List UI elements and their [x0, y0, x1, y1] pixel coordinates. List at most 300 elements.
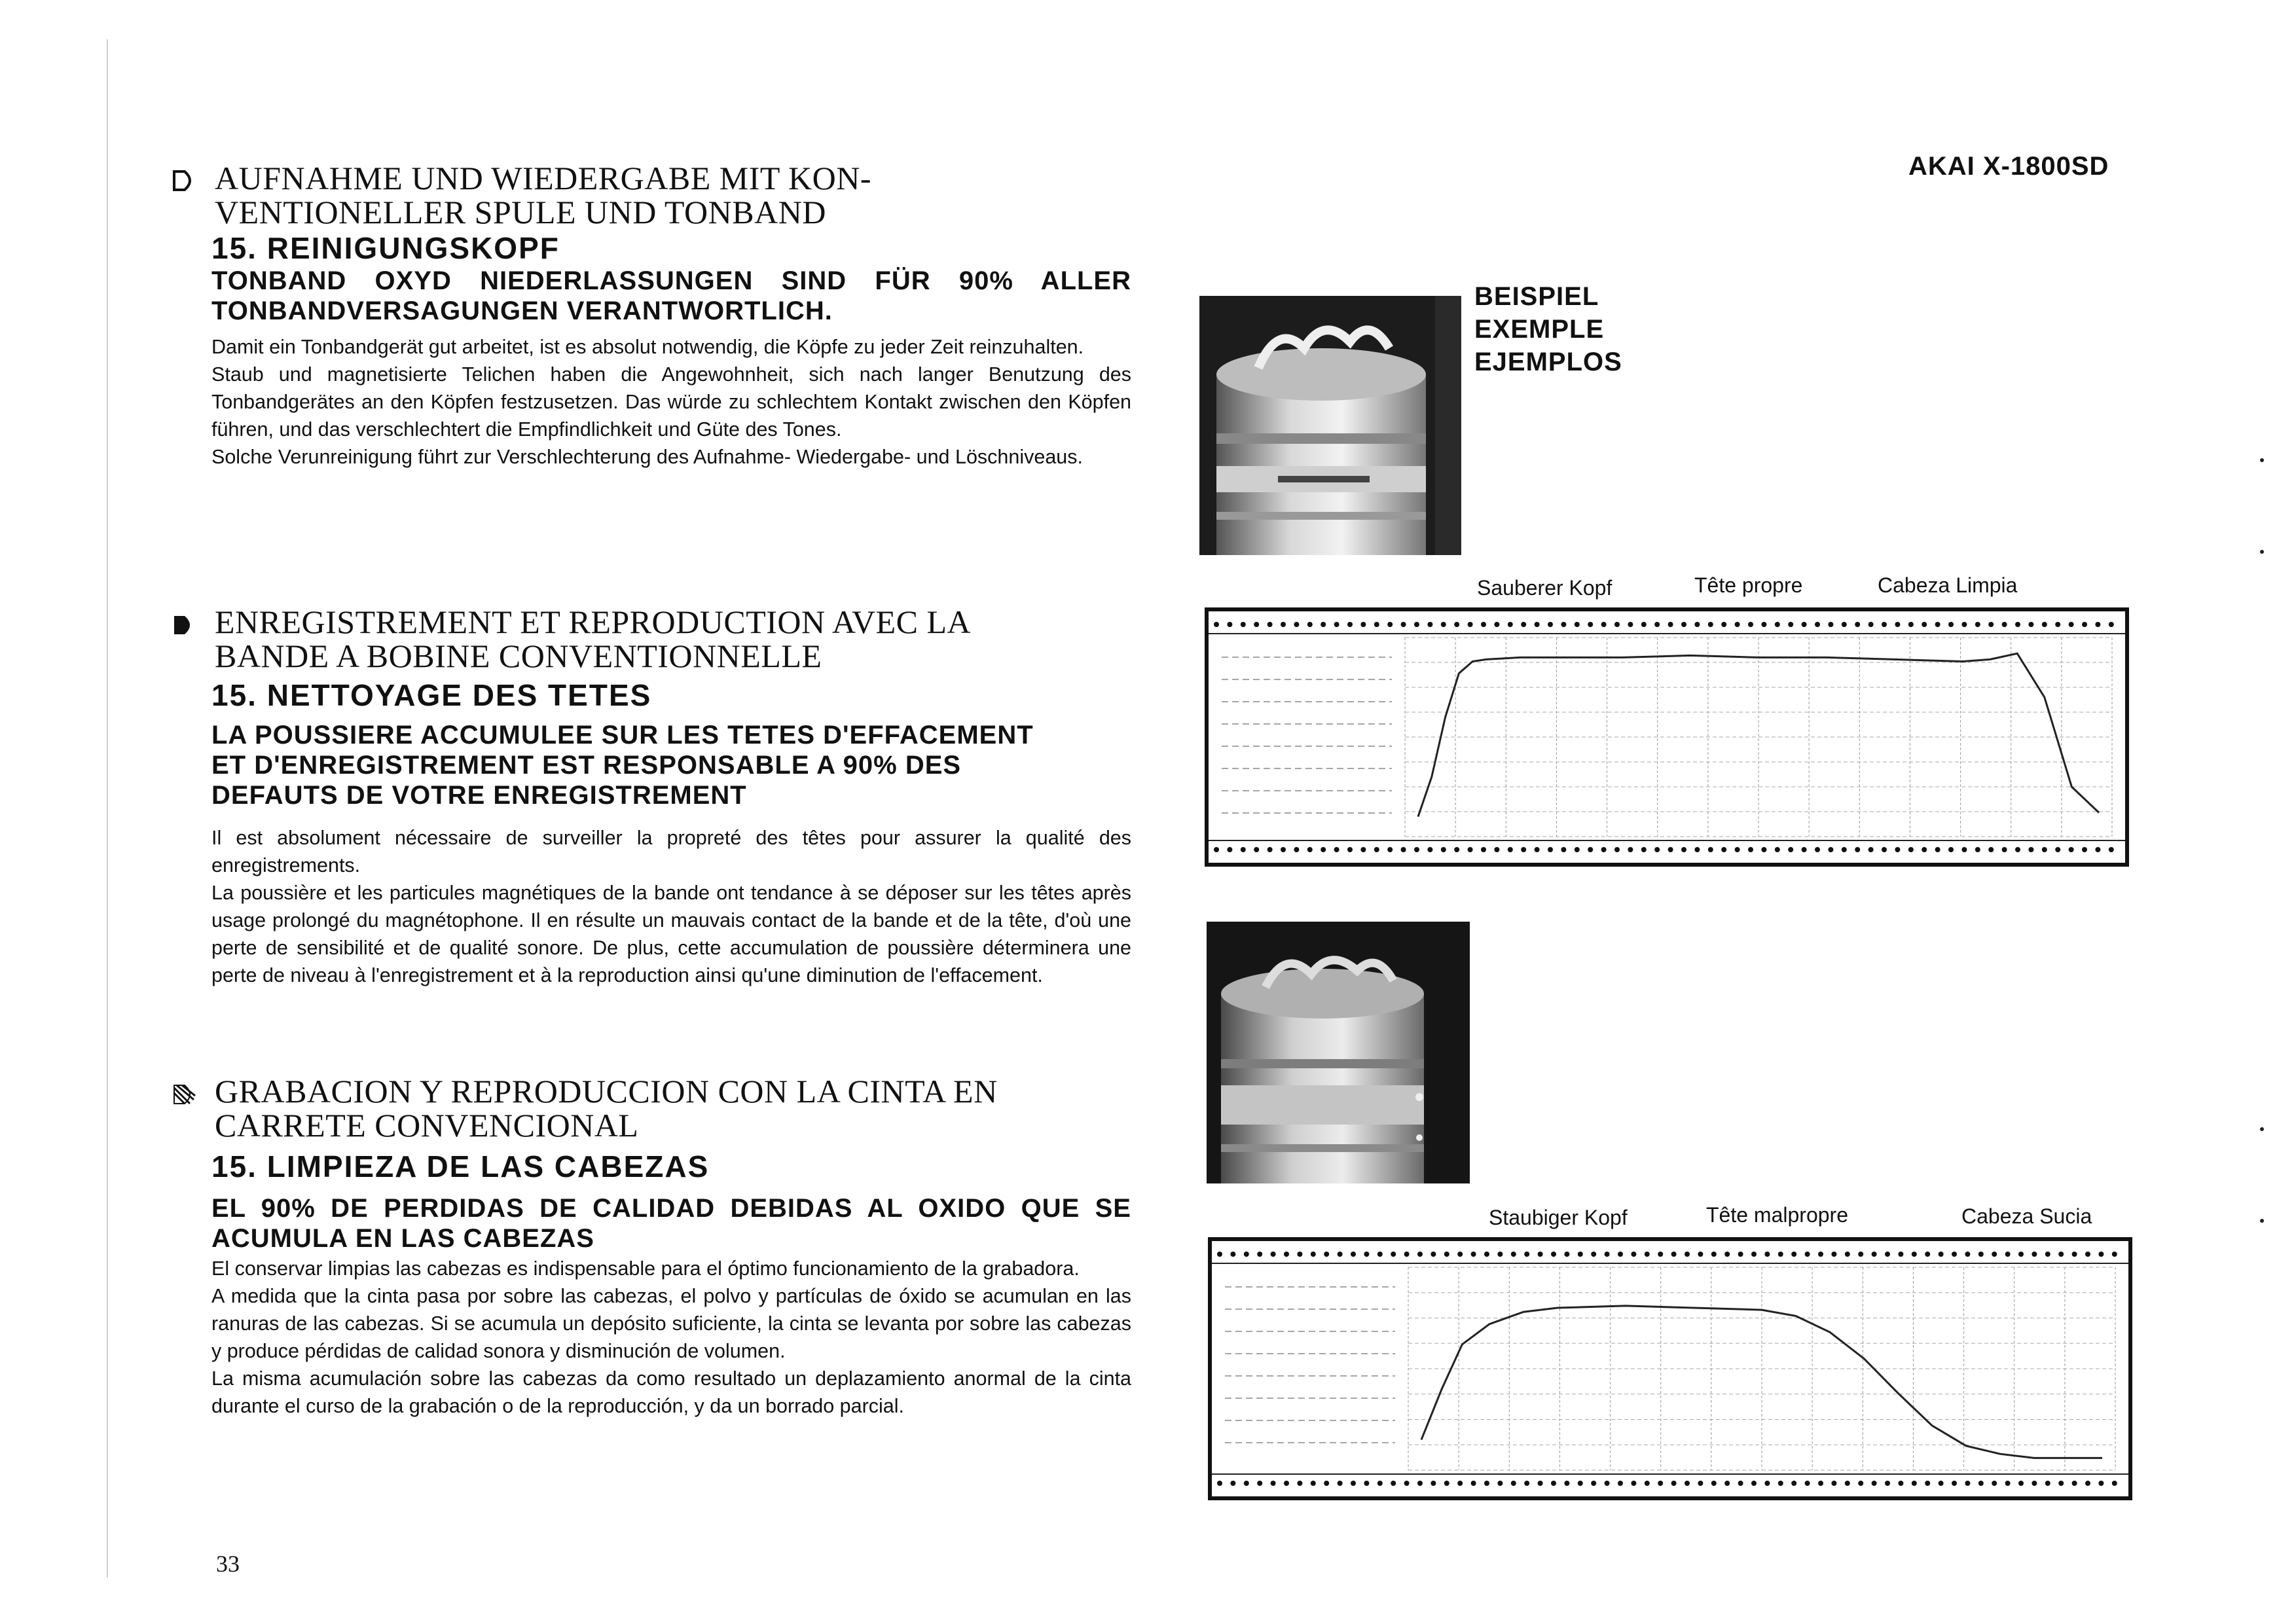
sprocket-hole [2058, 1252, 2064, 1257]
caption-dirty-de: Staubiger Kopf [1489, 1206, 1628, 1229]
sprocket-hole [2058, 1481, 2064, 1486]
sprocket-hole [1227, 847, 1232, 852]
sprocket-hole [2085, 1252, 2090, 1257]
paragraph: A medida que la cinta pasa por sobre las cabezas, el polvo y partículas de óxido se acumulan en las ranuras de las cabezas. Si se acumula un depósito suficiente, la cinta se levanta por sobre las cabezas y produce pérdidas de calidad sonora y disminución de volumen. [211, 1285, 1131, 1362]
sprocket-hole [1925, 1252, 1930, 1257]
sprocket-hole [1872, 1481, 1877, 1486]
sprocket-hole [1778, 1481, 1783, 1486]
paragraph: Staub und magnetisierte Telichen haben die Angewohnheit, sich nach langer Benutzung des Tonbandgerätes an den Köpfen festzusetzen. Das würde zu schlechtem Kontakt zwischen den Köpfen führen, und das verschlechtert die Empfindlichkeit und Güte des Tones. [211, 363, 1131, 441]
sprocket-hole [1457, 1252, 1463, 1257]
model-header: AKAI X-1800SD [1908, 152, 2109, 181]
sprocket-hole [1751, 1481, 1757, 1486]
sprocket-hole [1267, 622, 1273, 627]
sprocket-hole [1374, 847, 1379, 852]
headline-line: EL 90% DE PERDIDAS DE CALIDAD DEBIDAS AL OXIDO QUE SE [211, 1194, 1131, 1223]
sprocket-hole [1244, 1252, 1249, 1257]
sprocket-hole [1575, 622, 1580, 627]
sprocket-hole [1671, 1252, 1677, 1257]
sprocket-hole [1591, 1252, 1596, 1257]
section-headline [211, 266, 1131, 326]
headline-line: TONBAND OXYD NIEDERLASSUNGEN SIND FÜR 90% ALLER [211, 266, 1131, 295]
sprocket-hole [1868, 622, 1874, 627]
page-binding-line [107, 39, 108, 1578]
sprocket-hole [1254, 622, 1259, 627]
sprocket-hole [1267, 847, 1273, 852]
clean-head-chart-svg [1209, 611, 2125, 863]
sprocket-hole [1965, 1252, 1970, 1257]
sprocket-hole [1387, 622, 1393, 627]
sprocket-hole [1401, 847, 1406, 852]
sprocket-hole [1284, 1252, 1289, 1257]
sprocket-hole [1364, 1481, 1369, 1486]
sprocket-hole [1387, 847, 1393, 852]
sprocket-hole [1935, 847, 1941, 852]
sprocket-hole [1281, 847, 1286, 852]
sprocket-hole [2072, 1252, 2077, 1257]
sprocket-hole [1297, 1481, 1302, 1486]
examples-label-line: EJEMPLOS [1474, 348, 1622, 376]
sprocket-hole [1321, 847, 1326, 852]
sprocket-hole [1217, 1252, 1222, 1257]
sprocket-hole [2055, 847, 2060, 852]
sprocket-hole [2028, 622, 2033, 627]
sprocket-hole [1735, 847, 1740, 852]
sprocket-hole [1842, 847, 1847, 852]
sprocket-hole [1751, 1252, 1757, 1257]
sprocket-hole [1360, 622, 1366, 627]
sprocket-hole [1347, 622, 1353, 627]
sprocket-hole [1511, 1252, 1516, 1257]
sprocket-hole [1694, 622, 1700, 627]
sprocket-hole [1724, 1481, 1730, 1486]
sprocket-hole [1508, 847, 1513, 852]
sprocket-hole [1535, 622, 1540, 627]
sprocket-hole [1791, 1481, 1796, 1486]
sprocket-hole [1845, 1481, 1850, 1486]
section-body [211, 824, 1131, 989]
sprocket-hole [1468, 622, 1473, 627]
sprocket-hole [1668, 847, 1673, 852]
sprocket-hole [1694, 847, 1700, 852]
sprocket-hole [1364, 1252, 1369, 1257]
sprocket-hole [1948, 622, 1954, 627]
sprocket-hole [1738, 1481, 1743, 1486]
clean-head-chart [1205, 607, 2129, 867]
sprocket-hole [1417, 1252, 1423, 1257]
outline-triangle-marker-icon [172, 168, 198, 194]
sprocket-hole [1414, 847, 1419, 852]
sprocket-hole [1872, 1252, 1877, 1257]
sprocket-hole [1988, 847, 1994, 852]
sprocket-hole [1842, 622, 1847, 627]
sprocket-hole [1858, 1481, 1863, 1486]
sprocket-hole [2018, 1252, 2024, 1257]
sprocket-hole [1521, 622, 1526, 627]
sprocket-hole [1271, 1252, 1276, 1257]
sprocket-hole [1805, 1481, 1810, 1486]
sprocket-hole [2015, 622, 2020, 627]
sprocket-hole [1324, 1481, 1329, 1486]
sprocket-hole [1241, 847, 1246, 852]
sprocket-hole [1925, 1481, 1930, 1486]
sprocket-hole [1898, 1481, 1903, 1486]
sprocket-hole [1444, 1252, 1449, 1257]
sprocket-hole [1828, 847, 1833, 852]
section-body [211, 333, 1131, 471]
sprocket-hole [1908, 622, 1914, 627]
sprocket-hole [1885, 1252, 1890, 1257]
sprocket-hole [1775, 847, 1780, 852]
sprocket-hole [1721, 622, 1726, 627]
sprocket-hole [1377, 1252, 1383, 1257]
sprocket-hole [1641, 622, 1647, 627]
examples-label-line: EXEMPLE [1474, 315, 1605, 344]
edge-mark [2260, 1219, 2264, 1223]
sprocket-hole [1939, 1252, 1944, 1257]
sprocket-hole [2112, 1481, 2117, 1486]
sprocket-hole [1654, 847, 1660, 852]
sprocket-hole [1868, 847, 1874, 852]
sprocket-hole [1297, 1252, 1302, 1257]
sprocket-hole [1548, 847, 1553, 852]
sprocket-hole [1561, 622, 1566, 627]
sprocket-hole [1912, 1481, 1917, 1486]
sprocket-hole [1484, 1252, 1489, 1257]
sprocket-hole [1681, 622, 1686, 627]
sprocket-hole [1895, 847, 1900, 852]
sprocket-hole [1471, 1252, 1476, 1257]
sprocket-hole [1284, 1481, 1289, 1486]
sprocket-hole [1347, 847, 1353, 852]
sprocket-hole [2032, 1481, 2037, 1486]
sprocket-hole [2095, 847, 2100, 852]
sprocket-hole [1257, 1481, 1262, 1486]
caption-clean-fr: Tête propre [1694, 573, 1803, 597]
sprocket-hole [1481, 847, 1486, 852]
sprocket-hole [1711, 1252, 1717, 1257]
sprocket-hole [1521, 847, 1526, 852]
paragraph: Damit ein Tonbandgerät gut arbeitet, ist es absolut notwendig, die Köpfe zu jeder Zeit reinzuhalten. [211, 336, 1084, 358]
paragraph: Solche Verunreinigung führt zur Verschlechterung des Aufnahme- Wiedergabe- und Löschniveaus. [211, 446, 1083, 468]
sprocket-hole [1645, 1481, 1650, 1486]
sprocket-hole [1939, 1481, 1944, 1486]
sprocket-hole [1802, 847, 1807, 852]
sprocket-hole [1721, 847, 1726, 852]
sprocket-hole [1748, 847, 1753, 852]
sprocket-hole [1961, 847, 1967, 852]
section-title-line: ENREGISTREMENT ET REPRODUCTION AVEC LA [215, 604, 972, 640]
sprocket-hole [1311, 1481, 1316, 1486]
sprocket-hole [1454, 847, 1459, 852]
sprocket-hole [1922, 847, 1927, 852]
sprocket-hole [1685, 1481, 1690, 1486]
sprocket-hole [1601, 622, 1607, 627]
sprocket-hole [1855, 622, 1860, 627]
sprocket-hole [2069, 622, 2074, 627]
sprocket-hole [1377, 1481, 1383, 1486]
sprocket-hole [1564, 1481, 1569, 1486]
sprocket-hole [1391, 1252, 1396, 1257]
section-title-line: VENTIONELLER SPULE UND TONBAND [215, 194, 826, 230]
sprocket-hole [1307, 847, 1313, 852]
sprocket-hole [1708, 847, 1713, 852]
sprocket-hole [1471, 1481, 1476, 1486]
section-title-line: GRABACION Y REPRODUCCION CON LA CINTA EN [215, 1073, 998, 1110]
sprocket-hole [2112, 1252, 2117, 1257]
sprocket-hole [1548, 622, 1553, 627]
sprocket-hole [1254, 847, 1259, 852]
sprocket-hole [1338, 1481, 1343, 1486]
sprocket-hole [1324, 1252, 1329, 1257]
sprocket-hole [1441, 622, 1446, 627]
sprocket-hole [1334, 622, 1339, 627]
sprocket-hole [1241, 622, 1246, 627]
sprocket-hole [2018, 1481, 2024, 1486]
sprocket-hole [1374, 622, 1379, 627]
sprocket-hole [1605, 1481, 1610, 1486]
section-subtitle: 15. REINIGUNGSKOPF [211, 231, 560, 265]
sprocket-hole [1898, 1252, 1903, 1257]
sprocket-hole [1978, 1481, 1984, 1486]
sprocket-hole [1591, 1481, 1596, 1486]
sprocket-hole [2072, 1481, 2077, 1486]
sprocket-hole [2055, 622, 2060, 627]
sprocket-hole [1551, 1481, 1556, 1486]
section-subtitle: 15. LIMPIEZA DE LAS CABEZAS [211, 1149, 710, 1183]
sprocket-hole [1658, 1481, 1663, 1486]
sprocket-hole [2109, 847, 2114, 852]
sprocket-hole [1511, 1481, 1516, 1486]
sprocket-hole [1882, 622, 1887, 627]
sprocket-hole [1631, 1252, 1636, 1257]
sprocket-hole [1975, 622, 1980, 627]
sprocket-hole [1764, 1481, 1770, 1486]
headline-line: LA POUSSIERE ACCUMULEE SUR LES TETES D'EFFACEMENT [211, 721, 1034, 749]
sprocket-hole [1294, 847, 1299, 852]
sprocket-hole [2082, 847, 2087, 852]
caption-dirty-fr: Tête malpropre [1706, 1203, 1848, 1227]
sprocket-hole [1788, 622, 1793, 627]
sprocket-hole [1748, 622, 1753, 627]
edge-mark [2260, 550, 2264, 554]
dirty-head-chart [1208, 1237, 2132, 1500]
section-title [215, 161, 871, 229]
sprocket-hole [1481, 622, 1486, 627]
sprocket-hole [1444, 1481, 1449, 1486]
sprocket-hole [1578, 1252, 1583, 1257]
sprocket-hole [1764, 1252, 1770, 1257]
sprocket-hole [1414, 622, 1419, 627]
sprocket-hole [1818, 1252, 1823, 1257]
sprocket-hole [1992, 1481, 1997, 1486]
sprocket-hole [1815, 847, 1820, 852]
sprocket-hole [1538, 1252, 1543, 1257]
sprocket-hole [1404, 1252, 1410, 1257]
sprocket-hole [1738, 1252, 1743, 1257]
striped-triangle-marker-icon [172, 1081, 198, 1108]
sprocket-hole [1614, 847, 1620, 852]
sprocket-hole [1441, 847, 1446, 852]
sprocket-hole [1698, 1252, 1703, 1257]
sprocket-hole [1538, 1481, 1543, 1486]
sprocket-hole [1391, 1481, 1396, 1486]
section-body [211, 1255, 1131, 1420]
headline-line: ACUMULA EN LAS CABEZAS [211, 1224, 594, 1253]
sprocket-hole [1217, 1481, 1222, 1486]
sprocket-hole [1497, 1252, 1503, 1257]
section-title-line: BANDE A BOBINE CONVENTIONNELLE [215, 638, 822, 674]
headline-line: ET D'ENREGISTREMENT EST RESPONSABLE A 90% DES [211, 751, 962, 780]
sprocket-hole [1818, 1481, 1823, 1486]
sprocket-hole [1805, 1252, 1810, 1257]
sprocket-hole [1618, 1481, 1623, 1486]
sprocket-hole [2005, 1481, 2011, 1486]
sprocket-hole [1685, 1252, 1690, 1257]
sprocket-hole [1281, 622, 1286, 627]
sprocket-hole [2042, 847, 2047, 852]
sprocket-hole [2015, 847, 2020, 852]
sprocket-hole [1845, 1252, 1850, 1257]
sprocket-hole [1404, 1481, 1410, 1486]
sprocket-hole [1935, 622, 1941, 627]
paragraph: Il est absolument nécessaire de surveiller la propreté des têtes pour assurer la qualité des enregistrements. [211, 827, 1131, 876]
sprocket-hole [1711, 1481, 1717, 1486]
sprocket-hole [1230, 1481, 1235, 1486]
sprocket-hole [1257, 1252, 1262, 1257]
caption-dirty-es: Cabeza Sucia [1961, 1204, 2092, 1228]
sprocket-hole [1561, 847, 1566, 852]
sprocket-hole [1494, 847, 1499, 852]
sprocket-hole [1778, 1252, 1783, 1257]
sprocket-hole [1454, 622, 1459, 627]
sprocket-hole [1735, 622, 1740, 627]
sprocket-hole [1614, 622, 1620, 627]
edge-mark [2260, 1127, 2264, 1131]
section-subtitle: 15. NETTOYAGE DES TETES [211, 678, 652, 712]
sprocket-hole [1230, 1252, 1235, 1257]
sprocket-hole [1952, 1481, 1957, 1486]
sprocket-hole [1952, 1252, 1957, 1257]
sprocket-hole [2082, 622, 2087, 627]
sprocket-hole [1628, 847, 1633, 852]
edge-mark [2260, 458, 2264, 462]
sprocket-hole [1724, 1252, 1730, 1257]
sprocket-hole [1815, 622, 1820, 627]
sprocket-hole [1401, 622, 1406, 627]
sprocket-hole [1351, 1252, 1356, 1257]
sprocket-hole [2028, 847, 2033, 852]
paragraph: La poussière et les particules magnétiques de la bande ont tendance à se déposer sur les têtes après usage prolongé du magnétophone. Il en résulte un mauvais contact de la bande et de la tête, d'où une perte de sensibilité et de qualité sonore. De plus, cette accumulation de poussière déterminera une perte de niveau à l'enregistrement et à la reproduction ainsi qu'une diminution de l'effacement. [211, 882, 1131, 986]
sprocket-hole [1658, 1252, 1663, 1257]
sprocket-hole [1494, 622, 1499, 627]
section-headline [211, 1193, 1131, 1254]
sprocket-hole [1430, 1252, 1436, 1257]
sprocket-hole [1214, 622, 1219, 627]
sprocket-hole [1831, 1481, 1836, 1486]
sprocket-hole [1338, 1252, 1343, 1257]
sprocket-hole [1788, 847, 1793, 852]
examples-label [1474, 280, 1622, 378]
sprocket-hole [2042, 622, 2047, 627]
sprocket-hole [1535, 847, 1540, 852]
sprocket-hole [1601, 847, 1607, 852]
sprocket-hole [1244, 1481, 1249, 1486]
sprocket-hole [2002, 622, 2007, 627]
sprocket-hole [1457, 1481, 1463, 1486]
sprocket-hole [1468, 847, 1473, 852]
sprocket-hole [2098, 1252, 2104, 1257]
caption-clean-es: Cabeza Limpia [1878, 573, 2018, 597]
sprocket-hole [1965, 1481, 1970, 1486]
sprocket-hole [1334, 847, 1339, 852]
sprocket-hole [1671, 1481, 1677, 1486]
sprocket-hole [1524, 1481, 1529, 1486]
sprocket-hole [1761, 847, 1766, 852]
sprocket-hole [1912, 1252, 1917, 1257]
sprocket-hole [1578, 1481, 1583, 1486]
sprocket-hole [1775, 622, 1780, 627]
sprocket-hole [1497, 1481, 1503, 1486]
sprocket-hole [2032, 1252, 2037, 1257]
sprocket-hole [1307, 622, 1313, 627]
sprocket-hole [1791, 1252, 1796, 1257]
clean-head-photo [1199, 296, 1461, 555]
examples-label-line: BEISPIEL [1474, 282, 1599, 311]
sprocket-hole [2085, 1481, 2090, 1486]
sprocket-hole [1214, 847, 1219, 852]
sprocket-hole [1321, 622, 1326, 627]
section-title [215, 1074, 998, 1142]
sprocket-hole [1922, 622, 1927, 627]
sprocket-hole [1858, 1252, 1863, 1257]
sprocket-hole [1828, 622, 1833, 627]
sprocket-hole [2098, 1481, 2104, 1486]
sprocket-hole [1351, 1481, 1356, 1486]
sprocket-hole [1294, 622, 1299, 627]
sprocket-hole [1605, 1252, 1610, 1257]
paragraph: El conservar limpias las cabezas es indispensable para el óptimo funcionamiento de la grabadora. [211, 1257, 1080, 1280]
sprocket-hole [2095, 622, 2100, 627]
section-title [215, 605, 971, 673]
headline-line: TONBANDVERSAGUNGEN VERANTWORTLICH. [211, 297, 833, 325]
sprocket-hole [1484, 1481, 1489, 1486]
sprocket-hole [1645, 1252, 1650, 1257]
sprocket-hole [1882, 847, 1887, 852]
sprocket-hole [1831, 1252, 1836, 1257]
dirty-head-chart-svg [1212, 1241, 2128, 1496]
caption-clean-de: Sauberer Kopf [1477, 576, 1613, 600]
sprocket-hole [1992, 1252, 1997, 1257]
paragraph: La misma acumulación sobre las cabezas da como resultado un deplazamiento anormal de la cinta durante el curso de la grabación o de la reproducción, y da un borrado parcial. [211, 1367, 1131, 1417]
sprocket-hole [1708, 622, 1713, 627]
sprocket-hole [2109, 622, 2114, 627]
sprocket-hole [1427, 847, 1432, 852]
sprocket-hole [1988, 622, 1994, 627]
sprocket-hole [1628, 622, 1633, 627]
sprocket-hole [1564, 1252, 1569, 1257]
sprocket-hole [1417, 1481, 1423, 1486]
sprocket-hole [1948, 847, 1954, 852]
sprocket-hole [1908, 847, 1914, 852]
sprocket-hole [1360, 847, 1366, 852]
sprocket-hole [2002, 847, 2007, 852]
sprocket-hole [1855, 847, 1860, 852]
tape-head-illustration [1207, 922, 1470, 1183]
sprocket-hole [1588, 622, 1593, 627]
section-headline [211, 720, 1131, 810]
sprocket-hole [1802, 622, 1807, 627]
tape-head-illustration [1199, 296, 1461, 555]
